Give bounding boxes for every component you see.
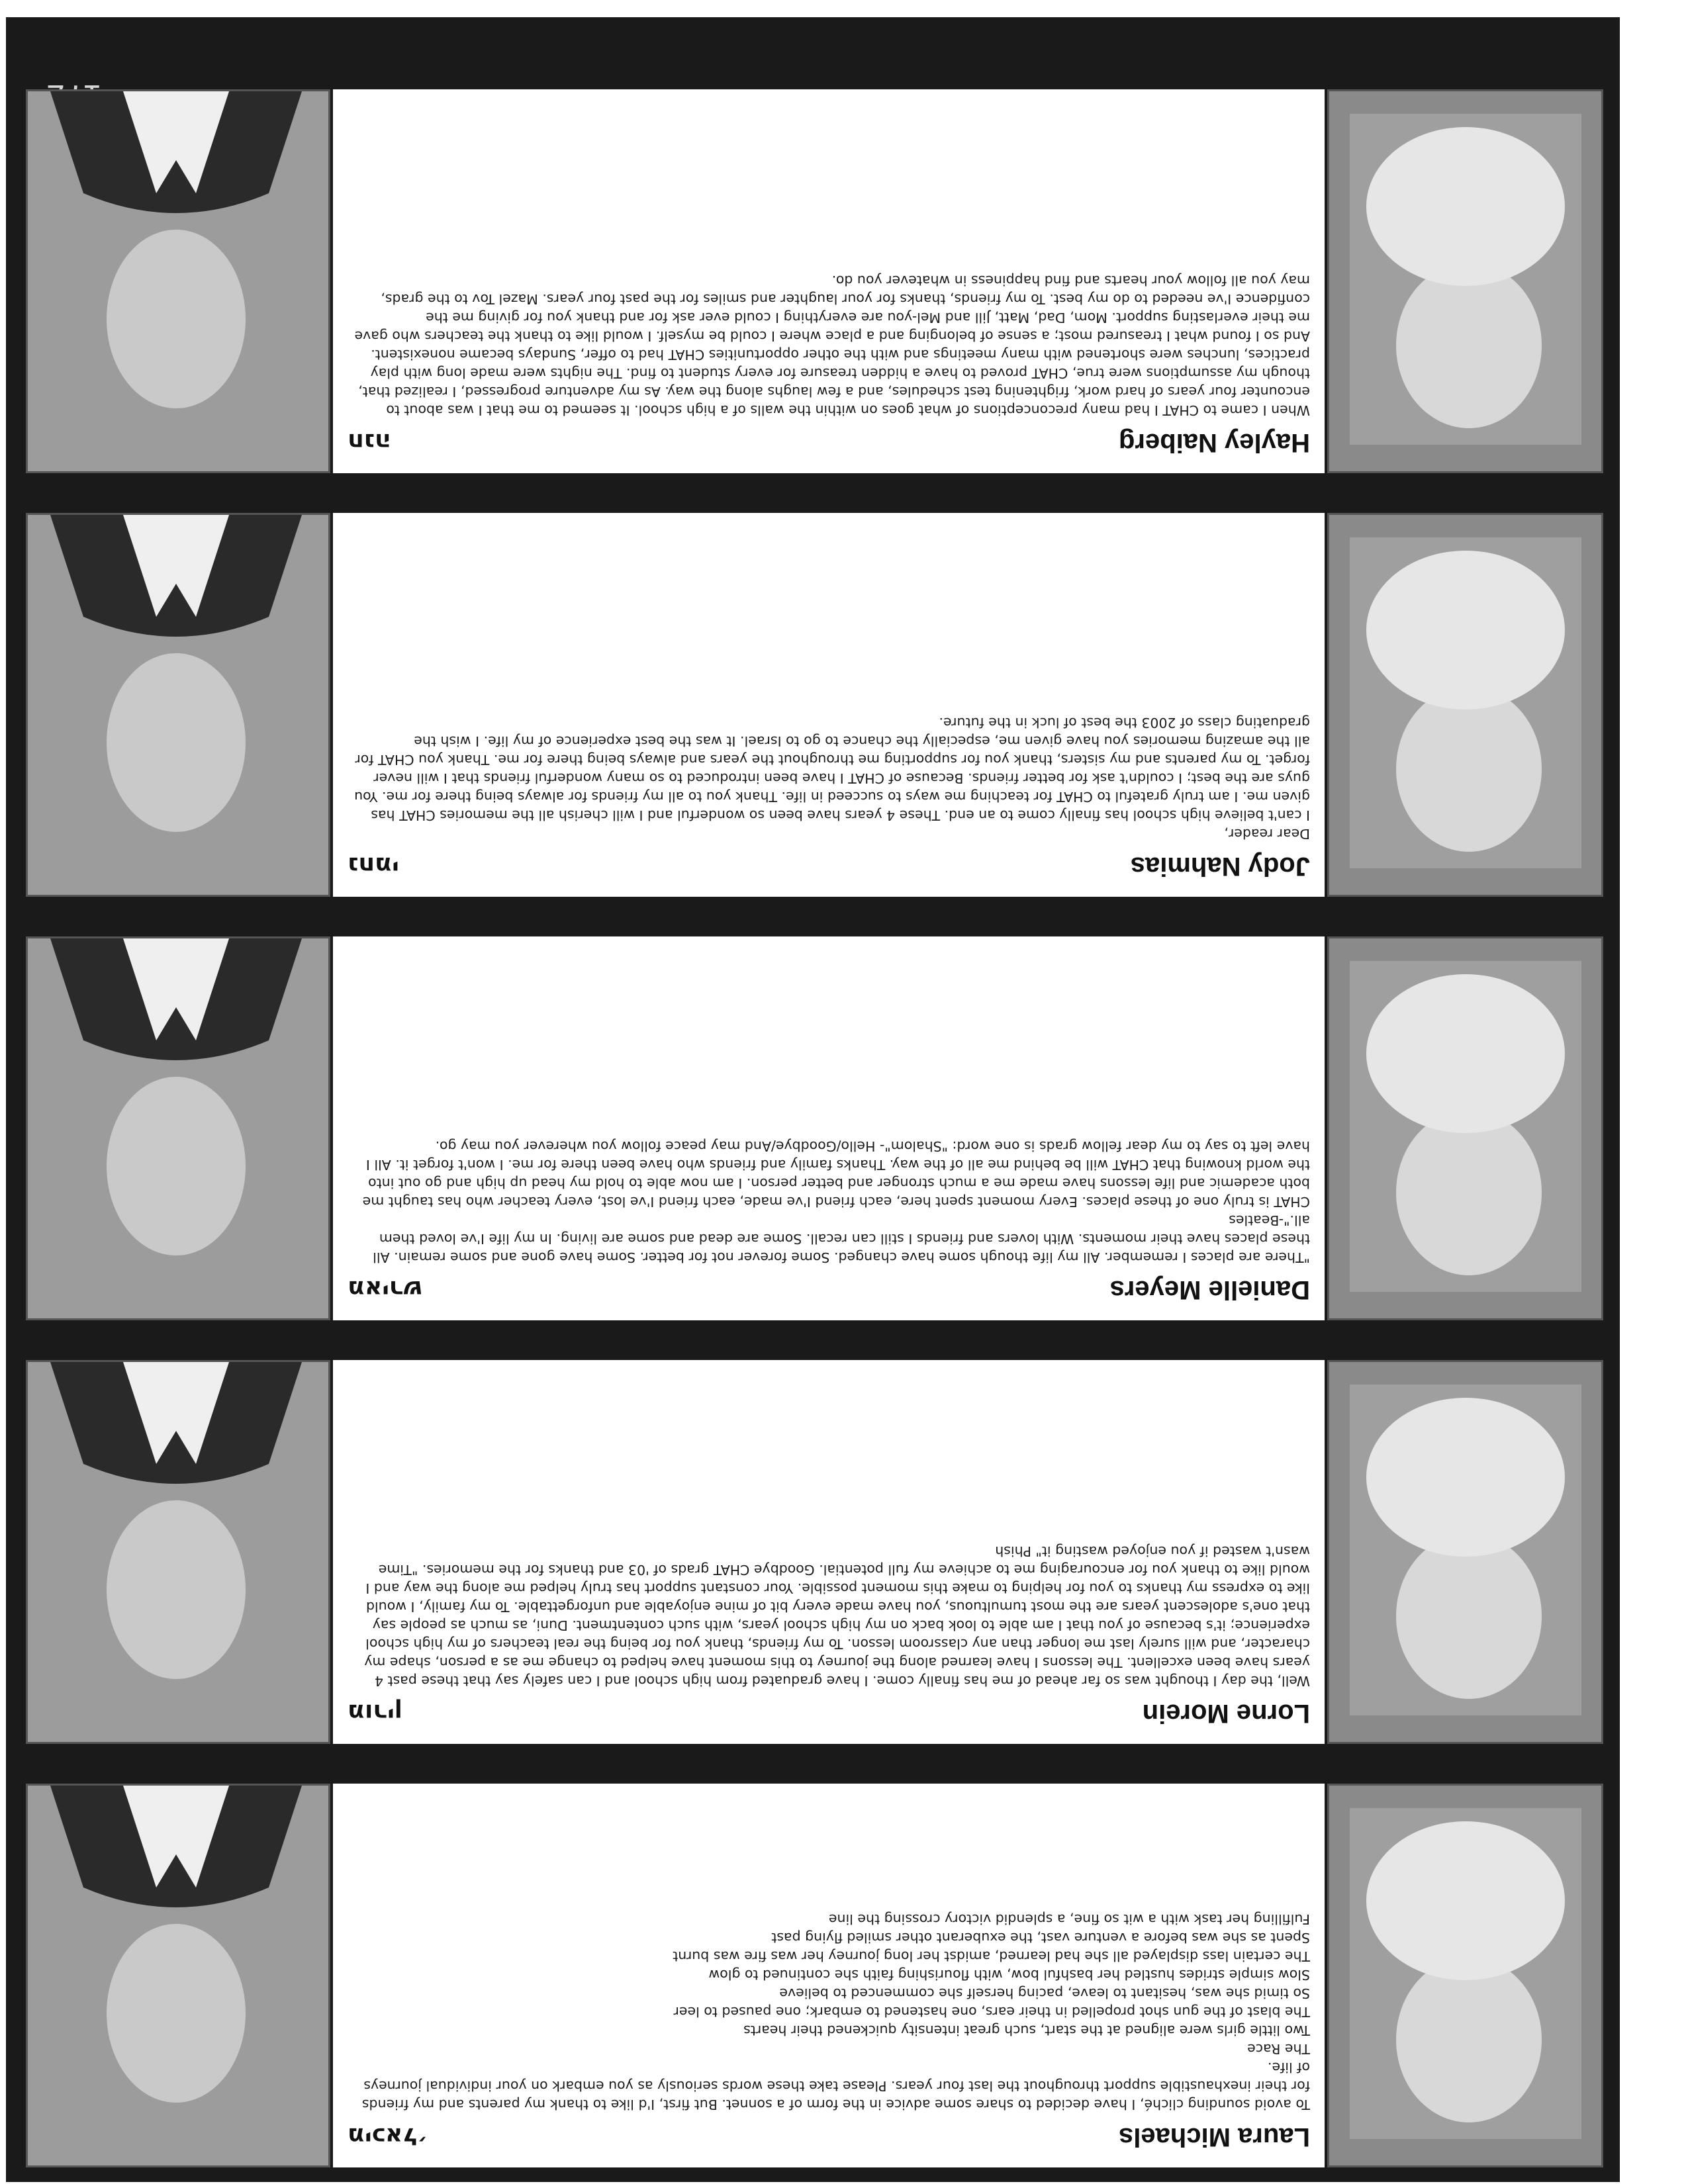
graduation-photo-placeholder [28, 1786, 328, 2165]
baby-photo-placeholder [1329, 1786, 1601, 2165]
message-panel [333, 1784, 1325, 2167]
student-name: Laura Michaels [1118, 2122, 1310, 2152]
hebrew-name: מורין [348, 1699, 403, 1726]
graduation-photo-placeholder [28, 91, 328, 471]
hebrew-name: מאירש [348, 1275, 422, 1302]
student-row [26, 936, 1603, 1320]
graduation-photo-placeholder [28, 515, 328, 895]
graduation-photo-placeholder [28, 1362, 328, 1742]
student-message: To avoid sounding cliché, I have decided to share some advice in the form of a sonnet. But first, I'd like to thank my parents and my friends for their inexhaustible support throughout the last four years. Please take these words seriously as you embark on your individual journeys of life. The Race Two little girls were aligned at the start, such great intensity quickened their hearts The blast of the gun shot propelled in their ears, one hastened to embark; one paused to leer So timid she was, hesitant to leave, pacing herself she commenced to believe Slow simple strides hustled her bashful bow, with flourishing faith she continued to glow The certain lass displayed all she had learned, amidst her long journey her was fire was burnt Spent as she was before a venture vast, the exuberant other smiled flying past Fulfilling her task with a wit so fine, a splendid victory crossing the line [361, 1911, 1310, 2113]
graduation-photo [26, 936, 330, 1320]
baby-photo [1327, 1784, 1603, 2167]
baby-photo [1327, 1360, 1603, 1744]
message-panel [333, 936, 1325, 1320]
student-row [26, 1360, 1603, 1744]
graduation-photo [26, 513, 330, 897]
student-row [26, 1784, 1603, 2167]
baby-photo [1327, 936, 1603, 1320]
student-message: Well, the day I thought was so far ahead of me has finally come. I have graduated from high school and I can safely say that these past 4 years have been excellent. The lessons I have learned along the journey to this moment have helped to change me as a person, shape my character, and will surely last me longer than any classroom lesson. To my friends, thank you for being the real teachers of my high school experience; it's because of you that I am able to look back on my high school years, with such contentment. Duni, as much as people say that one's adolescent years are the most tumultuous, you have made every bit of mine enjoyable and unforgettable. To my family, I would like to express my thanks to you for helping to make this moment possible. Your constant support has truly helped me along the way and I would like to thank you for encouraging me to achieve my full potential. Goodbye CHAT grads of '03 and thanks for the memories. "Time wasn't wasted if you enjoyed wasting it" Phish [364, 1543, 1310, 1689]
graduation-photo [26, 1784, 330, 2167]
graduation-photo [26, 89, 330, 473]
student-name: Lorne Morein [1142, 1699, 1310, 1728]
student-row [26, 513, 1603, 897]
baby-photo-placeholder [1329, 938, 1601, 1318]
baby-photo [1327, 89, 1603, 473]
hebrew-name: נחמי [348, 852, 399, 879]
student-name: Danielle Meyers [1109, 1275, 1310, 1304]
graduation-photo [26, 1360, 330, 1744]
student-message: "There are places I remember. All my life though some have changed. Some forever not for better. Some have gone and some remain. All these places have their moments. With lovers and friends I still can recall. Some are dead and some are living. In my life I've loved them all."-Beatles CHAT is truly one of these places. Every moment spent here, each friend I've made, each friend I've lost, every teacher who has taught me both academic and life lessons have made me a much stronger and better person. I am now able to hold my head up high and go out into the world knowing that CHAT will be behind me all of the way. Thanks family and friends who have been there for me. I won't forget it. All I have left to say to my dear fellow grads is one word: "Shalom"- Hello/Goodbye/And may peace follow you wherever you may go. [362, 1138, 1310, 1265]
message-panel [333, 513, 1325, 897]
student-message: Dear reader, I can't believe high school has finally come to an end. These 4 years have been so wonderful and I will cherish all the memories CHAT has given me. I am truly grateful to CHAT for teaching me ways to succeed in life. Thank you to all my friends for always being there for me. You guys are the best; I couldn't ask for better friends. Because of CHAT I have been introduced to so many wonderful friends that I will never forget. To my parents and my sisters, thank you for supporting me throughout the years and always being there for me. Thank you CHAT for all the amazing memories you have given me, especially the chance to go to Israel. It was the best experience of my life. I wish the graduating class of 2003 the best of luck in the future. [354, 715, 1310, 842]
graduation-photo-placeholder [28, 938, 328, 1318]
student-name: Jody Nahmias [1130, 852, 1310, 881]
baby-photo-placeholder [1329, 91, 1601, 471]
hebrew-name: מיכאל׳ [348, 2122, 428, 2150]
hebrew-name: חנה [348, 428, 391, 455]
baby-photo-placeholder [1329, 515, 1601, 895]
student-name: Hayley Naiberg [1118, 428, 1310, 457]
baby-photo [1327, 513, 1603, 897]
baby-photo-placeholder [1329, 1362, 1601, 1742]
message-panel [333, 1360, 1325, 1744]
message-panel [333, 89, 1325, 473]
student-row [26, 89, 1603, 473]
student-message: When I came to CHAT I had many preconceptions of what goes on within the walls of a high school. It seemed to me that I was about to encounter four years of hard work, frightening test schedules, and a few laughs along the way. As my adventure progressed, I realized that, though my assumptions were true, CHAT proved to have a hidden treasure for every student to find. The nights were made long with play practices, lunches were shortened with many meetings and with the other opportunities CHAT had to offer, Sundays became nonexistent. And so I found what I treasured most; a sense of belonging and a place where I could be myself. I would like to thank the teachers who gave me their everlasting support. Mom, Dad, Matt, Jill and Mel-you are everything I could ever ask for and thank you for giving me the confidence I've needed to do my best. To my friends, thanks for your laughter and smiles for the past four years. Mazel Tov to the grads, may you all follow your hearts and find happiness in whatever you do. [354, 273, 1310, 418]
